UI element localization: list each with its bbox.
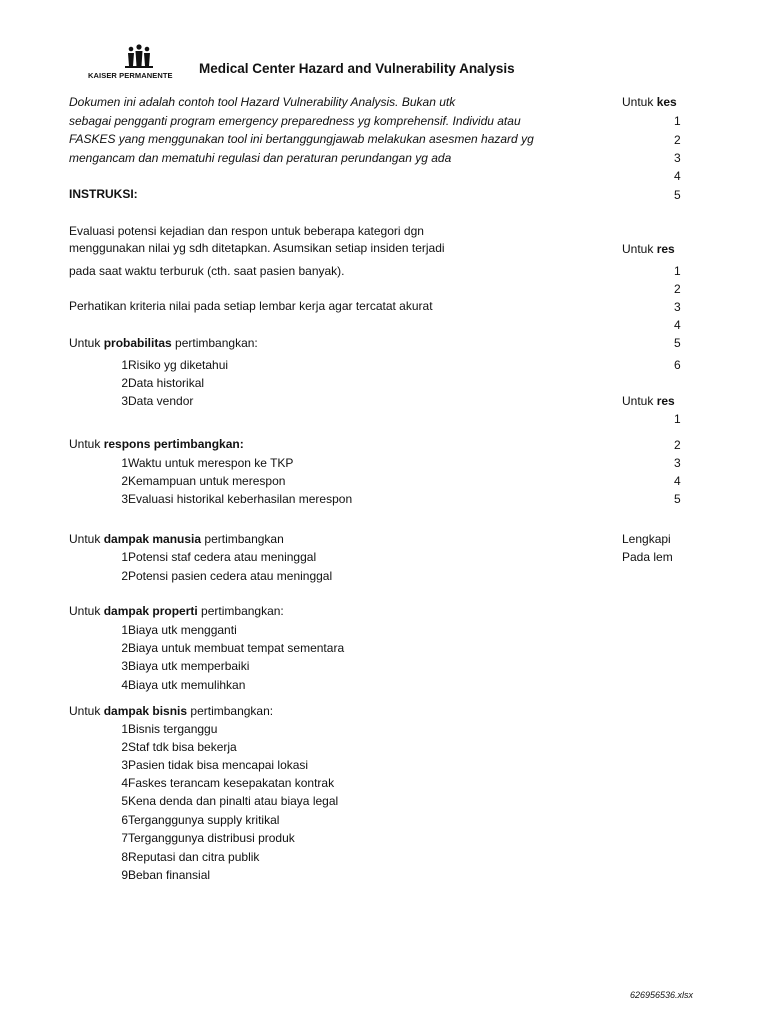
section-properti-heading: Untuk dampak properti pertimbangkan: [69, 604, 284, 618]
section-manusia-heading: Untuk dampak manusia pertimbangkan [69, 532, 284, 546]
footer-filename: 626956536.xlsx [630, 990, 694, 1000]
list-item: 4Biaya utk memulihkan [121, 678, 246, 692]
list-item: 3Data vendor [121, 394, 194, 408]
list-item: 2Staf tdk bisa bekerja [121, 740, 237, 754]
section-probabilitas-heading: Untuk probabilitas pertimbangkan: [69, 336, 258, 350]
right-heading-res-2: Untuk res [622, 394, 675, 408]
right-num: 3 [674, 456, 681, 470]
right-num: 4 [674, 318, 681, 332]
kaiser-logo [88, 44, 188, 84]
right-lengkapi: Lengkapi [622, 532, 671, 546]
right-num: 1 [674, 264, 681, 278]
list-item: 4Faskes terancam kesepakatan kontrak [121, 776, 335, 790]
list-item: 3Pasien tidak bisa mencapai lokasi [121, 758, 309, 772]
list-item: 7Terganggunya distribusi produk [121, 831, 295, 845]
list-item: 2Potensi pasien cedera atau meninggal [121, 569, 333, 583]
right-num: 5 [674, 492, 681, 506]
people-icon [124, 44, 154, 70]
eval-line-3: pada saat waktu terburuk (cth. saat pasien banyak). [69, 264, 345, 278]
right-num: 1 [674, 412, 681, 426]
list-item: 2Kemampuan untuk merespon [121, 474, 286, 488]
list-item: 1Waktu untuk merespon ke TKP [121, 456, 294, 470]
logo-text: KAISER PERMANENTE [88, 71, 173, 80]
list-item: 1Biaya utk mengganti [121, 623, 237, 637]
list-item: 1Risiko yg diketahui [121, 358, 229, 372]
intro-line-2: sebagai pengganti program emergency preparedness yg komprehensif. Individu atau [69, 114, 521, 128]
right-num: 1 [674, 114, 681, 128]
intro-line-3: FASKES yang menggunakan tool ini bertanggungjawab melakukan asesmen hazard yg [69, 132, 534, 146]
list-item: 5Kena denda dan pinalti atau biaya legal [121, 794, 339, 808]
list-item: 2Biaya untuk membuat tempat sementara [121, 641, 345, 655]
right-heading-res-1: Untuk res [622, 242, 675, 256]
right-num: 2 [674, 133, 681, 147]
right-num: 2 [674, 282, 681, 296]
list-item: 8Reputasi dan citra publik [121, 850, 260, 864]
intro-line-4: mengancam dan mematuhi regulasi dan peraturan perundangan yg ada [69, 151, 452, 165]
right-heading-kes: Untuk kes [622, 95, 677, 109]
eval-line-2: menggunakan nilai yg sdh ditetapkan. Asumsikan setiap insiden terjadi [69, 241, 445, 255]
right-num: 3 [674, 151, 681, 165]
right-num: 4 [674, 474, 681, 488]
page-title: Medical Center Hazard and Vulnerability Analysis [199, 61, 515, 76]
list-item: 9Beban finansial [121, 868, 211, 882]
right-num: 5 [674, 188, 681, 202]
section-bisnis-heading: Untuk dampak bisnis pertimbangkan: [69, 704, 274, 718]
list-item: 3Evaluasi historikal keberhasilan merespon [121, 492, 353, 506]
right-num: 4 [674, 169, 681, 183]
section-respons-heading: Untuk respons pertimbangkan: [69, 437, 244, 451]
instruksi-heading: INSTRUKSI: [69, 187, 138, 201]
list-item: 3Biaya utk memperbaiki [121, 659, 250, 673]
criteria-line: Perhatikan kriteria nilai pada setiap lembar kerja agar tercatat akurat [69, 299, 433, 313]
right-num: 6 [674, 358, 681, 372]
right-num: 5 [674, 336, 681, 350]
list-item: 1Potensi staf cedera atau meninggal [121, 550, 317, 564]
right-num: 2 [674, 438, 681, 452]
list-item: 2Data historikal [121, 376, 205, 390]
list-item: 6Terganggunya supply kritikal [121, 813, 280, 827]
right-pada-lem: Pada lem [622, 550, 673, 564]
right-column-clipped [621, 0, 686, 1024]
list-item: 1Bisnis terganggu [121, 722, 218, 736]
intro-line-1: Dokumen ini adalah contoh tool Hazard Vulnerability Analysis. Bukan utk [69, 95, 456, 109]
eval-line-1: Evaluasi potensi kejadian dan respon untuk beberapa kategori dgn [69, 224, 424, 238]
right-num: 3 [674, 300, 681, 314]
